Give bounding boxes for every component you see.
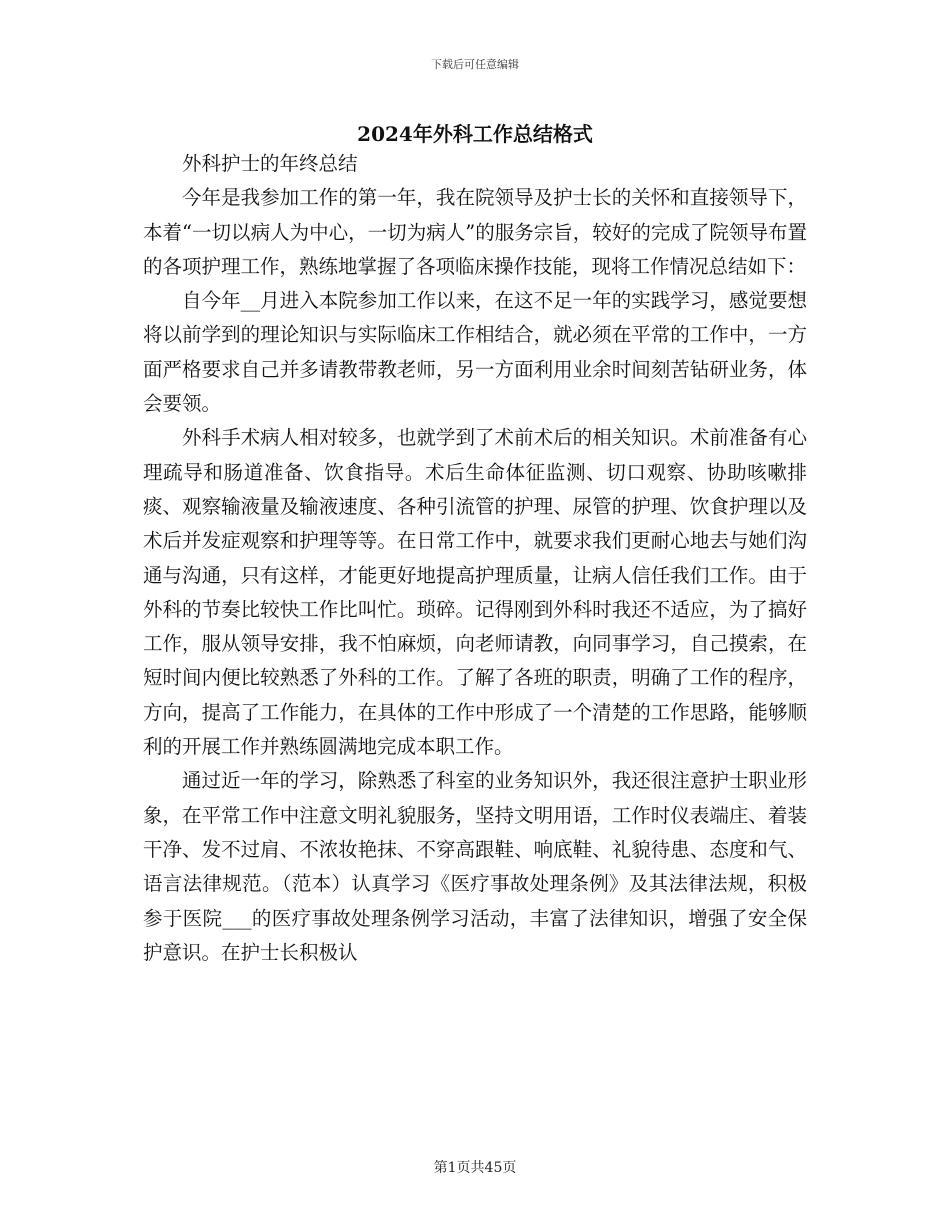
body-paragraph-1: 今年是我参加工作的第一年，我在院领导及护士长的关怀和直接领导下，本着“一切以病人为中心，一切为病人”的服务宗旨，较好的完成了院领导布置的各项护理工作，熟练地掌握了各项临床操作技能，现将工作情况总结如下： <box>143 186 807 278</box>
page-number-footer: 第1页共45页 <box>433 1160 517 1176</box>
document-body <box>143 147 807 970</box>
body-paragraph-2: 自今年__月进入本院参加工作以来，在这不足一年的实践学习，感觉要想将以前学到的理论知识与实际临床工作相结合，就必须在平常的工作中，一方面严格要求自己并多请教带教老师，另一方面利用业余时间刻苦钻研业务，体会要领。 <box>143 289 807 416</box>
document-title: 2024年外科工作总结格式 <box>357 122 593 146</box>
document-subtitle: 外科护士的年终总结 <box>182 152 358 175</box>
body-paragraph-3: 外科手术病人相对较多，也就学到了术前术后的相关知识。术前准备有心理疏导和肠道准备、饮食指导。术后生命体征监测、切口观察、协助咳嗽排痰、观察输液量及输液速度、各种引流管的护理、尿管的护理、饮食护理以及术后并发症观察和护理等等。在日常工作中，就要求我们更耐心地去与她们沟通与沟通，只有这样，才能更好地提高护理质量，让病人信任我们工作。由于外科的节奏比较快工作比叫忙。琐碎。记得刚到外科时我还不适应，为了搞好工作，服从领导安排，我不怕麻烦，向老师请教，向同事学习，自己摸索，在短时间内便比较熟悉了外科的工作。了解了各班的职责，明确了工作的程序，方向，提高了工作能力，在具体的工作中形成了一个清楚的工作思路，能够顺利的开展工作并熟练圆满地完成本职工作。 <box>143 426 807 759</box>
page-header-note: 下载后可任意编辑 <box>431 58 519 71</box>
body-paragraph-4: 通过近一年的学习，除熟悉了科室的业务知识外，我还很注意护士职业形象，在平常工作中注意文明礼貌服务，坚持文明用语，工作时仪表端庄、着装干净、发不过肩、不浓妆艳抹、不穿高跟鞋、响底鞋、礼貌待患、态度和气、语言法律规范。（范本）认真学习《医疗事故处理条例》及其法律法规，积极参于医院___的医疗事故处理条例学习活动，丰富了法律知识，增强了安全保护意识。在护士长积极认 <box>143 769 807 964</box>
